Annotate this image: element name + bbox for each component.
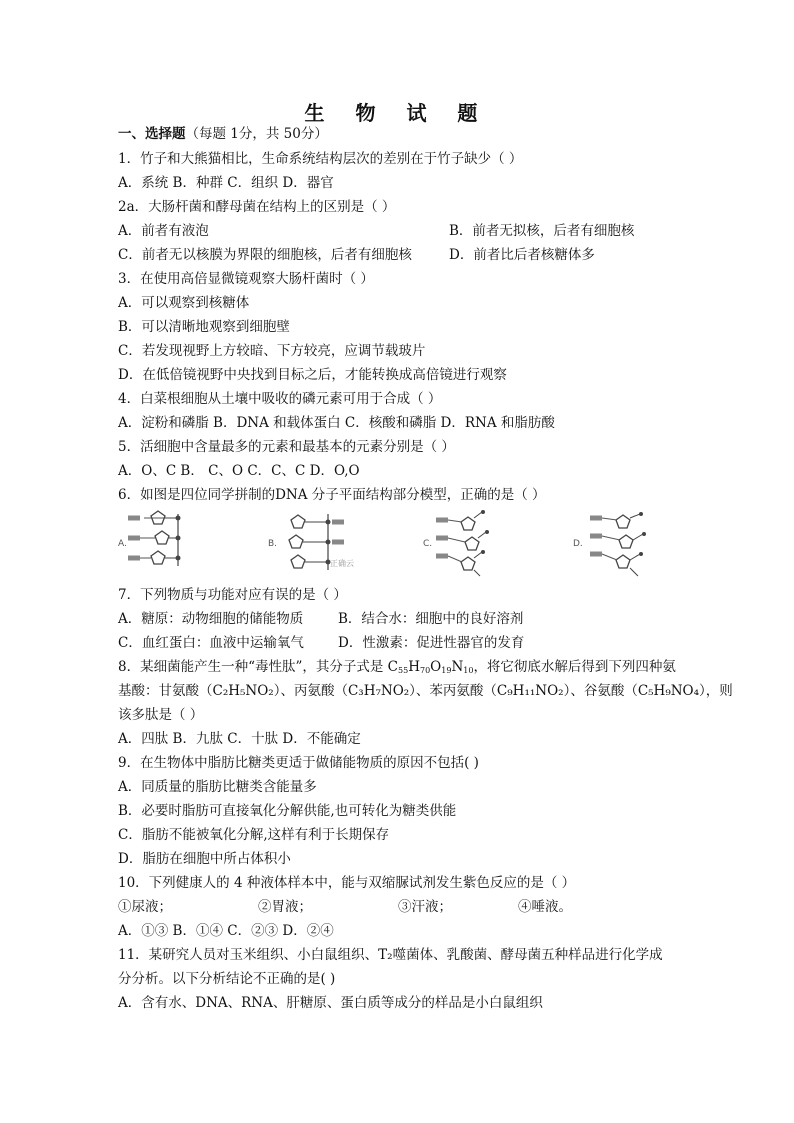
q8-stem: 8．某细菌能产生一种“毒性肽”，其分子式是 $C_{55}H_{70}O_{19}N_{10}$，将它彻底水解后得到下列四种氨 (118, 659, 676, 675)
q5-options: A．O、C B． C、O C．C、C D．O,O (118, 463, 360, 479)
model-label-c: C. (423, 539, 433, 549)
model-label-d: D. (573, 539, 583, 549)
q10-options: A．①③ B．①④ C．②③ D．②④ (118, 923, 334, 939)
q8-stem-part1: 8．某细菌能产生一种“毒性肽”，其分子式是 C (118, 659, 399, 675)
q6-stem: 6．如图是四位同学拼制的DNA 分子平面结构部分模型，正确的是（ ） (118, 487, 546, 503)
q1-stem: 1．竹子和大熊猫相比，生命系统结构层次的差别在于竹子缺少（ ） (118, 151, 523, 167)
q4-options: A．淀粉和磷脂 B．DNA 和载体蛋白 C．核酸和磷脂 D．RNA 和脂肪酸 (118, 415, 555, 431)
dna-model-a (118, 511, 181, 566)
q8-amino-acids: 基酸：甘氨酸（C₂H₅NO₂）、丙氨酸（C₃H₇NO₂）、苯丙氨酸（C₉H₁₁NO₂）、谷氨酸（C₅H₉NO₄），则 (118, 683, 733, 699)
q11-stem-line2: 分分析。以下分析结论不正确的是( ) (118, 971, 336, 987)
q10-item-4: ④唾液。 (518, 899, 572, 915)
dna-model-diagrams (118, 510, 658, 580)
model-label-a: A. (118, 539, 127, 549)
q10-item-3: ③汗液； (398, 899, 452, 915)
q8-question: 该多肽是（ ） (118, 707, 204, 723)
q2-option-d: D．前者比后者核糖体多 (449, 247, 595, 263)
q2-option-b: B．前者无拟核，后者有细胞核 (449, 223, 635, 239)
q9-option-c: C．脂肪不能被氧化分解,这样有利于长期保存 (118, 827, 390, 843)
q8-options: A．四肽 B．九肽 C．十肽 D．不能确定 (118, 731, 361, 747)
q10-stem: 10．下列健康人的 4 种液体样本中，能与双缩脲试剂发生紫色反应的是（ ） (118, 875, 576, 891)
q9-option-d: D．脂肪在细胞中所占体积小 (118, 851, 291, 867)
q4-stem: 4．白菜根细胞从土壤中吸收的磷元素可用于合成（ ） (118, 391, 442, 407)
watermark-text: 正确云 (330, 559, 354, 568)
dna-model-c (423, 510, 489, 576)
section-note: （每题 1分，共 50分） (185, 126, 328, 142)
model-label-b: B. (268, 539, 278, 549)
q3-option-b: B．可以清晰地观察到细胞壁 (118, 319, 290, 335)
q7-option-a: A．糖原：动物细胞的储能物质 (118, 611, 304, 627)
q7-stem: 7．下列物质与功能对应有误的是（ ） (118, 587, 347, 603)
q7-option-c: C．血红蛋白：血液中运输氧气 (118, 635, 304, 651)
q2-stem: 2a．大肠杆菌和酵母菌在结构上的区别是（ ） (118, 199, 396, 215)
q10-item-2: ②胃液； (258, 899, 312, 915)
q7-option-b: B．结合水：细胞中的良好溶剂 (338, 611, 524, 627)
dna-model-d (573, 512, 646, 576)
section-heading-line (118, 125, 328, 143)
q3-stem: 3．在使用高倍显微镜观察大肠杆菌时（ ） (118, 271, 374, 287)
q3-option-a: A．可以观察到核糖体 (118, 295, 250, 311)
page-title: 生 物 试 题 (304, 101, 490, 125)
q8-stem-part2: ，将它彻底水解后得到下列四种氨 (473, 659, 676, 675)
section-heading: 一、选择题 (118, 126, 186, 142)
dna-model-b (268, 514, 354, 570)
q5-stem: 5．活细胞中含量最多的元素和最基本的元素分别是（ ） (118, 439, 455, 455)
q3-option-d: D．在低倍镜视野中央找到目标之后，才能转换成高倍镜进行观察 (118, 367, 507, 383)
q9-option-a: A．同质量的脂肪比糖类含能量多 (118, 779, 317, 795)
q3-option-c: C．若发现视野上方较暗、下方较亮，应调节载玻片 (118, 343, 426, 359)
q11-stem-line1: 11．某研究人员对玉米组织、小白鼠组织、T₂噬菌体、乳酸菌、酵母菌五种样品进行化学成 (118, 947, 663, 963)
q11-option-a: A．含有水、DNA、RNA、肝糖原、蛋白质等成分的样品是小白鼠组织 (118, 995, 543, 1011)
q1-options: A．系统 B．种群 C．组织 D．器官 (118, 175, 334, 191)
q2-option-c: C．前者无以核膜为界限的细胞核，后者有细胞核 (118, 247, 412, 263)
q9-stem: 9．在生物体中脂肪比糖类更适于做储能物质的原因不包括( ) (118, 755, 479, 771)
q7-option-d: D．性激素：促进性器官的发育 (338, 635, 525, 651)
q10-item-1: ①尿液； (118, 899, 172, 915)
q9-option-b: B．必要时脂肪可直接氧化分解供能,也可转化为糖类供能 (118, 803, 457, 819)
q2-option-a: A．前者有液泡 (118, 223, 209, 239)
